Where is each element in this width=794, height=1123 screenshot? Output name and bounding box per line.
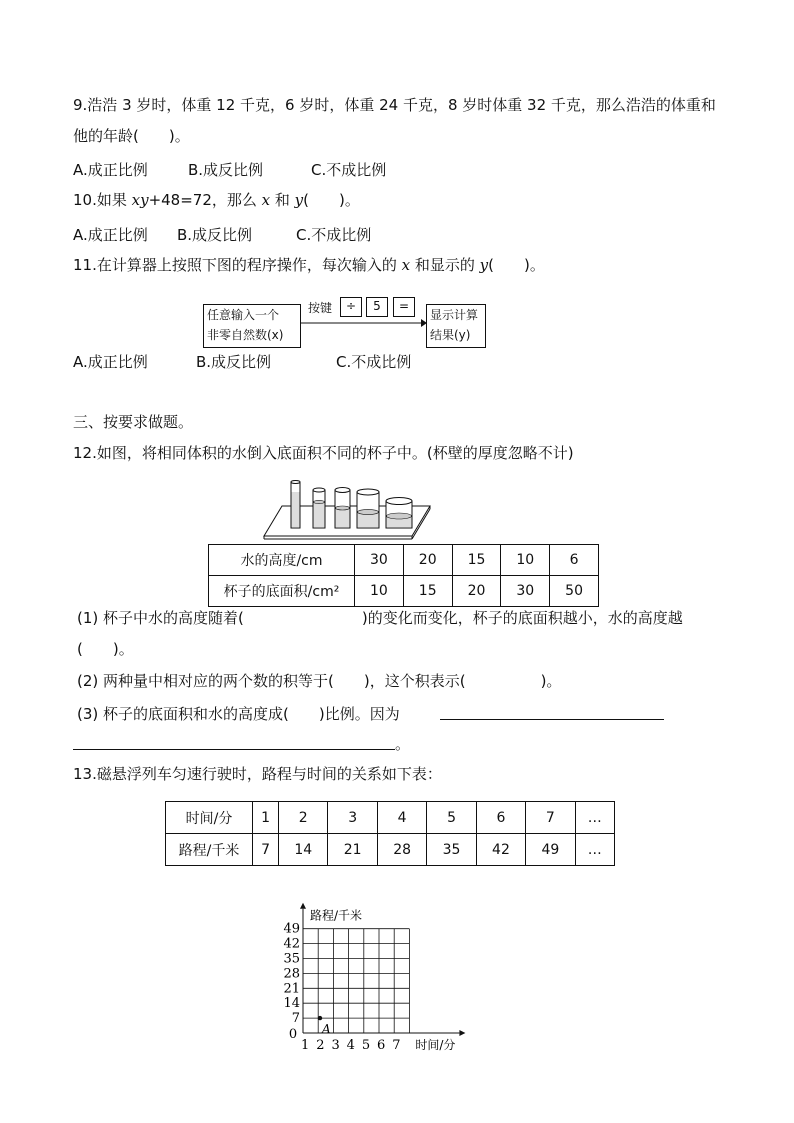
q9-option-a: A.成正比例 <box>73 161 148 179</box>
table-cell: 14 <box>279 834 328 866</box>
q12-sub1-line1: (1) 杯子中水的高度随着( )的变化而变化，杯子的底面积越小，水的高度越 <box>77 609 683 627</box>
output-box-line2: 结果(y) <box>430 328 471 342</box>
table-row <box>166 834 615 866</box>
table-cell: 路程/千米 <box>166 834 253 866</box>
table-cell: 5 <box>427 802 476 834</box>
table-row <box>209 545 599 576</box>
table-cell: 20 <box>403 545 452 576</box>
table-cell: 49 <box>526 834 575 866</box>
table-cell: … <box>575 802 614 834</box>
divide-key: ÷ <box>340 297 362 317</box>
x-tick-label: 3 <box>331 1038 340 1053</box>
x-axis-label: 时间/分 <box>415 1038 456 1052</box>
table-cell: 4 <box>377 802 426 834</box>
table-cell: 35 <box>427 834 476 866</box>
output-box-line1: 显示计算 <box>430 308 479 322</box>
q12-sub2: (2) 两种量中相对应的两个数的积等于( )，这个积表示( )。 <box>77 672 562 690</box>
y-tick-label: 35 <box>283 951 300 967</box>
input-box-line1: 任意输入一个 <box>207 308 280 322</box>
y-tick-label: 14 <box>283 996 300 1012</box>
input-box-line2: 非零自然数(x) <box>207 328 284 342</box>
q11-stem: 11.在计算器上按照下图的程序操作，每次输入的 x 和显示的 y( )。 <box>73 256 545 274</box>
table-cell: 28 <box>377 834 426 866</box>
table-cell: 21 <box>328 834 377 866</box>
y-tick-label: 7 <box>291 1011 300 1027</box>
x-tick-label: 5 <box>361 1038 371 1053</box>
table-cell: … <box>575 834 614 866</box>
table-cell: 15 <box>403 576 452 607</box>
table-cell: 7 <box>526 802 575 834</box>
x-tick-label: 1 <box>301 1038 310 1053</box>
x-tick-label: 7 <box>392 1038 401 1053</box>
x-tick-label: 6 <box>377 1038 386 1053</box>
y-tick-label: 42 <box>283 936 300 952</box>
q12-sub1-line2: ( )。 <box>77 640 134 658</box>
q13-stem: 13.磁悬浮列车匀速行驶时，路程与时间的关系如下表： <box>73 765 442 783</box>
table-cell: 42 <box>476 834 525 866</box>
q12-sub3: (3) 杯子的底面积和水的高度成( )比例。因为 <box>77 705 400 723</box>
output-box <box>426 304 486 348</box>
table-cell: 10 <box>355 576 404 607</box>
table-cell: 10 <box>501 545 550 576</box>
q10-option-b: B.成反比例 <box>177 226 253 244</box>
point-label: A <box>322 1022 331 1037</box>
q10-stem: 10.如果 xy+48=72，那么 x 和 y( )。 <box>73 191 360 209</box>
x-tick-label: 2 <box>316 1038 325 1053</box>
section-heading: 三、按要求做题。 <box>73 413 194 431</box>
q12-stem: 12.如图，将相同体积的水倒入底面积不同的杯子中。(杯壁的厚度忽略不计) <box>73 444 574 462</box>
y-tick-label: 49 <box>283 921 300 937</box>
q10-option-c: C.不成比例 <box>296 226 372 244</box>
flow-arrow <box>301 318 427 328</box>
table-cell: 50 <box>550 576 599 607</box>
table-cell: 2 <box>279 802 328 834</box>
q10-option-a: A.成正比例 <box>73 226 148 244</box>
table-cell: 20 <box>452 576 501 607</box>
distance-time-chart <box>270 895 480 1060</box>
table-cell: 水的高度/cm <box>209 545 355 576</box>
x-tick-label: 4 <box>346 1038 355 1053</box>
q9-option-c: C.不成比例 <box>311 161 387 179</box>
q9-line1: 9.浩浩 3 岁时，体重 12 千克，6 岁时，体重 24 千克，8 岁时体重 32 千克，那么浩浩的体重和 <box>73 96 716 114</box>
table-cell: 6 <box>476 802 525 834</box>
q12-table <box>208 544 599 607</box>
q11-option-c: C.不成比例 <box>336 353 412 371</box>
equals-key: = <box>393 297 415 317</box>
q11-option-a: A.成正比例 <box>73 353 148 371</box>
q13-table <box>165 801 615 866</box>
table-cell: 30 <box>501 576 550 607</box>
answer-line <box>73 749 395 750</box>
answer-line <box>440 719 664 720</box>
q9-option-b: B.成反比例 <box>188 161 264 179</box>
x-axis-arrow <box>459 1030 465 1036</box>
y-tick-label: 28 <box>283 966 300 982</box>
q11-option-b: B.成反比例 <box>196 353 272 371</box>
data-point <box>318 1016 322 1020</box>
y-axis-arrow <box>300 903 306 909</box>
press-key-label: 按键 <box>308 301 333 315</box>
q9-line2: 他的年龄( )。 <box>73 127 190 145</box>
table-cell: 7 <box>253 834 279 866</box>
table-row <box>209 576 599 607</box>
five-key: 5 <box>366 297 388 317</box>
cups-illustration <box>262 478 432 540</box>
q12-sub3-end: 。 <box>395 735 411 753</box>
table-cell: 15 <box>452 545 501 576</box>
table-row <box>166 802 615 834</box>
table-cell: 1 <box>253 802 279 834</box>
table-cell: 6 <box>550 545 599 576</box>
table-cell: 时间/分 <box>166 802 253 834</box>
y-axis-label: 路程/千米 <box>310 908 363 923</box>
table-cell: 杯子的底面积/cm² <box>209 576 355 607</box>
table-cell: 3 <box>328 802 377 834</box>
y-tick-label: 21 <box>283 981 300 997</box>
input-box <box>203 304 301 348</box>
table-cell: 30 <box>355 545 404 576</box>
origin-label: 0 <box>288 1027 298 1042</box>
